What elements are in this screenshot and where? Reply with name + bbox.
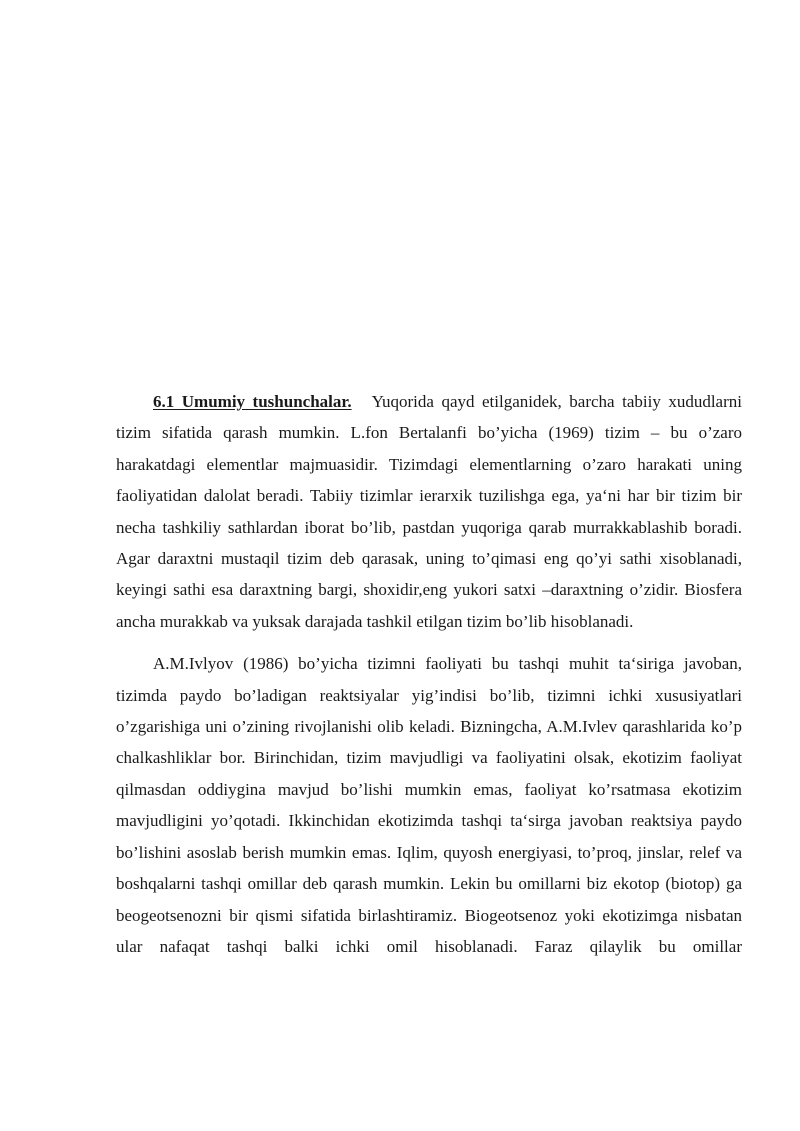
paragraph-2 [116, 648, 742, 962]
paragraph-1 [116, 386, 742, 637]
section-heading: 6.1 Umumiy tushunchalar. [153, 392, 352, 411]
paragraph-1-text: Yuqorida qayd etilganidek, barcha tabiiy xududlarni tizim sifatida qarash mumkin. L.fon Bertalanfi bo’yicha (1969) tizim – bu o’zaro harakatdagi elementlar majmuasidir. Tizimdagi elementlarning o’zaro harakati uning faoliyatidan dalolat beradi. Tabiiy tizimlar ierarxik tuzilishga ega, ya‘ni har bir tizim bir necha tashkiliy sathlardan iborat bo’lib, pastdan yuqoriga qarab murrakkablashib boradi. Agar daraxtni mustaqil tizim deb qarasak, uning to’qimasi eng qo’yi sathi xisoblanadi, keyingi sathi esa daraxtning bargi, shoxidir,eng yukori satxi –daraxtning o’zidir. Biosfera ancha murakkab va yuksak darajada tashkil etilgan tizim bo’lib hisoblanadi. [116, 392, 742, 631]
document-body [116, 386, 742, 962]
paragraph-2-text: A.M.Ivlyov (1986) bo’yicha tizimni faoliyati bu tashqi muhit ta‘siriga javoban, tizimda paydo bo’ladigan reaktsiyalar yig’indisi bo’lib, tizimni ichki xususiyatlari o’zgarishiga uni o’zining rivojlanishi olib keladi. Bizningcha, A.M.Ivlev qarashlarida ko’p chalkashliklar bor. Birinchidan, tizim mavjudligi va faoliyatini olsak, ekotizim faoliyat qilmasdan oddiygina mavjud bo’lishi mumkin emas, faoliyat ko’rsatmasa ekotizim mavjudligini yo’qotadi. Ikkinchidan ekotizimda tashqi ta‘sirga javoban reaktsiya paydo bo’lishini asoslab berish mumkin emas. Iqlim, quyosh energiyasi, to’proq, jinslar, relef va boshqalarni tashqi omillar deb qarash mumkin. Lekin bu omillarni biz ekotop (biotop) ga beogeotsenozni bir qismi sifatida birlashtiramiz. Biogeotsenoz yoki ekotizimga nisbatan ular nafaqat tashqi balki ichki omil hisoblanadi. Faraz qilaylik bu omillar [116, 654, 742, 956]
